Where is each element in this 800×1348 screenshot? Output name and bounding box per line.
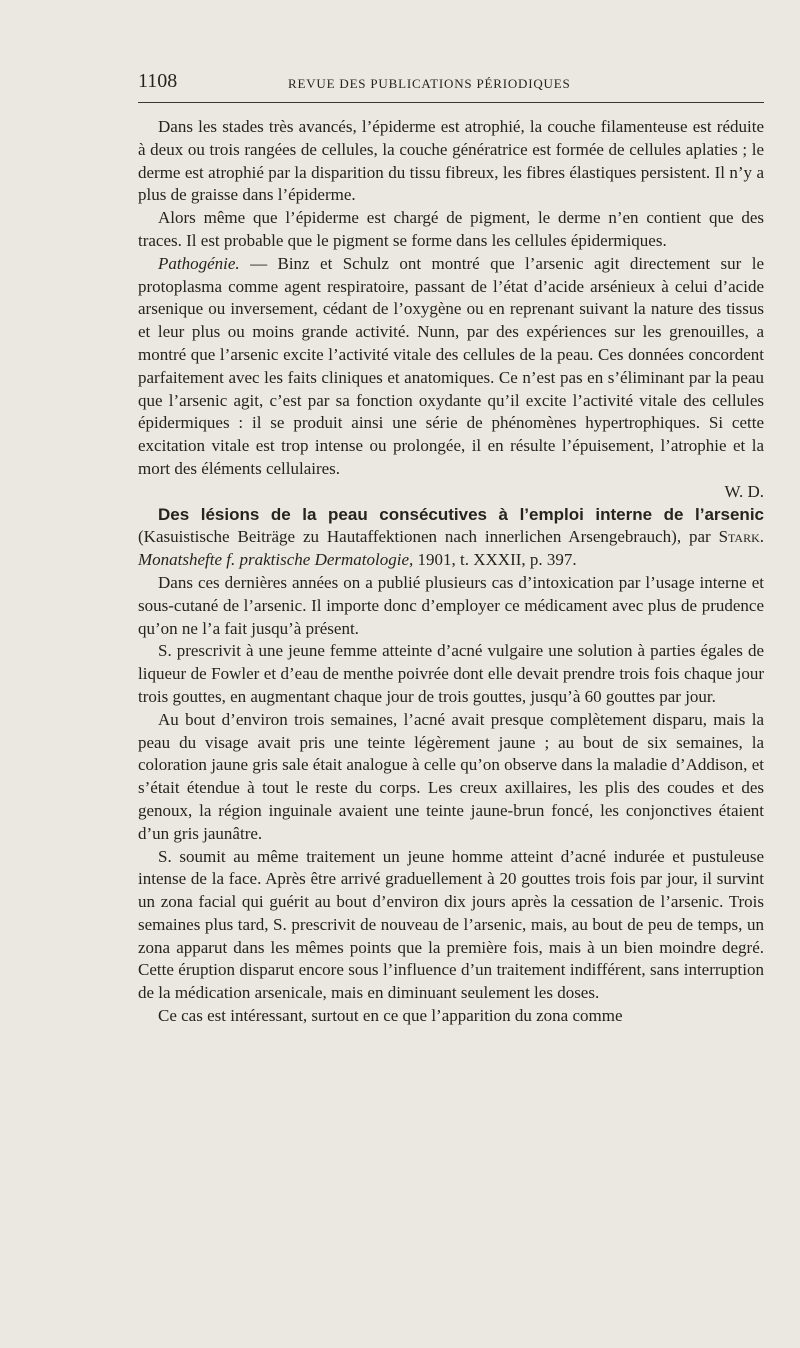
paragraph-case-man: S. soumit au même traitement un jeune homme atteint d’acné indurée et pustuleuse intense de la face. Après être arrivé graduellement à 20 gouttes trois fois par jour, il survint un zona facial qui guérit au bout d’environ dix jours après la cessation de l’arsenic. Trois semaines plus tard, S. prescrivit de nouveau de l’arsenic, mais, au bout de peu de temps, un zona apparut dans les mêmes points que la première fois, mais à un bien moindre degré. Cette éruption disparut encore sous l’influence d’un traitement indifférent, sans interruption de la médication arsenicale, mais en diminuant seulement les doses. xyxy=(138,846,764,1003)
pathogenie-label: Pathogénie. xyxy=(158,253,240,273)
article-subtitle: (Kasuistische Beiträge zu Hautaffektionen nach innerlichen Arsengebrauch), par xyxy=(138,527,719,547)
article-title: Des lésions de la peau consécutives à l’emploi interne de l’arsenic xyxy=(158,504,764,524)
header-rule xyxy=(138,102,764,103)
page-number: 1108 xyxy=(138,70,178,92)
article-after-author: . xyxy=(759,527,764,547)
paragraph-coloration: Au bout d’environ trois semaines, l’acné avait presque complètement disparu, mais la peau du visage avait pris une teinte légèrement jaune ; au bout de six semaines, la coloration jaune gris sale était analogue à celle qu’on observe dans la maladie d’Addison, et s’était étendue à tout le reste du corps. Les creux axillaires, les plis des coudes et des genoux, la région inguinale avaient une teinte jaune-brun foncé, les conjonctives étaient d’un gris jaunâtre. xyxy=(138,709,764,843)
paragraph-epidermis: Dans les stades très avancés, l’épiderme est atrophié, la couche filamenteuse est réduite à deux ou trois rangées de cellules, la couche génératrice est formée de cellules aplaties ; le derme est atrophié par la disparition du tissu fibreux, les fibres élastiques persistent. Il n’y a plus de graisse dans l’épiderme. xyxy=(138,117,764,205)
signature: W. D. xyxy=(724,481,764,501)
article-heading xyxy=(138,504,764,572)
paragraph-case-woman: S. prescrivit à une jeune femme atteinte d’acné vulgaire une solution à parties égales de liqueur de Fowler et d’eau de menthe poivrée dont elle devait prendre trois fois chaque jour trois gouttes, en augmentant chaque jour de trois gouttes, jusqu’à 60 gouttes par jour. xyxy=(138,641,764,706)
article-body xyxy=(138,116,764,1028)
paragraph-pathogenie xyxy=(138,253,764,504)
page-header xyxy=(138,70,764,100)
running-title: REVUE DES PUBLICATIONS PÉRIODIQUES xyxy=(288,76,571,91)
paragraph-pigment: Alors même que l’épiderme est chargé de pigment, le derme n’en contient que des traces. Il est probable que le pigment se forme dans les cellules épidermiques. xyxy=(138,208,764,250)
paragraph-conclusion: Ce cas est intéressant, surtout en ce que l’apparition du zona comme xyxy=(158,1006,623,1026)
article-journal: Monatshefte f. praktische Dermatologie, xyxy=(138,550,414,570)
paragraph-intoxication: Dans ces dernières années on a publié plusieurs cas d’intoxication par l’usage interne et sous-cutané de l’arsenic. Il importe donc d’employer ce médicament avec plus de prudence qu’on ne l’a fait jusqu’à présent. xyxy=(138,572,764,638)
article-reference: 1901, t. XXXII, p. 397. xyxy=(413,550,577,570)
pathogenie-text: — Binz et Schulz ont montré que l’arsenic agit directement sur le protoplasma comme agent respiratoire, passant de l’état d’acide arsénieux à celui d’acide arsenique ou inversement, cédant de l’oxygène ou en reprenant suivant la nature des tissus et leur plus ou moins grande activité. Nunn, par des expériences sur les grenouilles, a montré que l’arsenic excite l’activité vitale des cellules de la peau. Ces données concordent parfaitement avec les faits cliniques et anatomiques. Ce n’est pas en s’éliminant par la peau que l’arsenic agit, c’est par sa fonction oxydante qu’il excite l’activité vitale des cellules épidermiques : il se produit ainsi une série de phénomènes hypertrophiques. Si cette excitation vitale est trop intense ou prolongée, il en résulte l’épuisement, l’atrophie et la mort des éléments cellulaires. xyxy=(138,253,764,478)
article-author: Stark xyxy=(718,527,760,547)
